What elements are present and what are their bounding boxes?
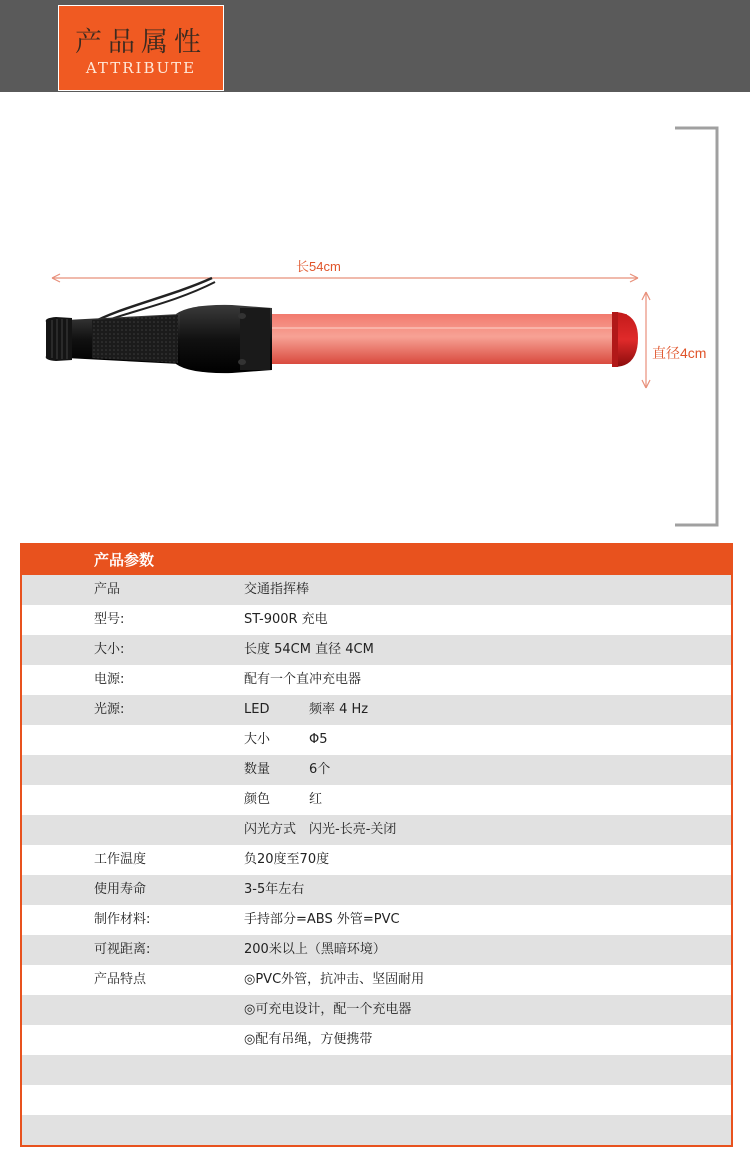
spec-key: 可视距离: (94, 942, 151, 957)
spec-key: 产品 (94, 582, 121, 597)
spec-row (22, 725, 731, 755)
section-title: 产品属性 (75, 27, 207, 58)
spec-row (22, 965, 731, 995)
spec-row (22, 1085, 731, 1115)
spec-value: LED (244, 702, 270, 717)
red-light-tube (262, 314, 627, 364)
spec-value: 长度 54CM 直径 4CM (244, 642, 374, 657)
spec-key: 光源: (94, 702, 125, 717)
spec-row (22, 845, 731, 875)
spec-key: 电源: (94, 672, 125, 687)
butt-cap (46, 317, 72, 361)
spec-row (22, 815, 731, 845)
spec-value: ◎PVC外管，抗冲击、坚固耐用 (244, 972, 425, 987)
spec-row (22, 1055, 731, 1085)
spec-value: 手持部分=ABS 外管=PVC (244, 912, 400, 927)
spec-value: ◎可充电设计，配一个充电器 (244, 1002, 412, 1017)
spec-row (22, 605, 731, 635)
spec-value: 闪光方式 (244, 822, 297, 837)
spec-value: 交通指挥棒 (244, 582, 310, 597)
spec-row (22, 875, 731, 905)
spec-rows (22, 575, 731, 1145)
spec-row (22, 995, 731, 1025)
length-label: 长54cm (296, 259, 341, 274)
spec-value: 大小 (244, 732, 271, 747)
spec-row (22, 755, 731, 785)
attribute-badge (58, 5, 224, 91)
spec-row (22, 575, 731, 605)
spec-value: 颜色 (244, 792, 271, 807)
spec-value-secondary: 红 (309, 792, 323, 807)
spec-table-header: 产品参数 (22, 545, 731, 575)
spec-row (22, 695, 731, 725)
spec-value: 负20度至70度 (244, 852, 330, 867)
diameter-label: 直径4cm (652, 345, 707, 361)
spec-key: 工作温度 (94, 852, 147, 867)
spec-row (22, 1025, 731, 1055)
spec-key: 型号: (94, 612, 125, 627)
spec-value: 200米以上（黑暗环境） (244, 942, 386, 957)
spec-value-secondary: 闪光-长亮-关闭 (309, 822, 397, 837)
spec-value: ◎配有吊绳，方便携带 (244, 1032, 373, 1047)
spec-value-secondary: 频率 4 Hz (309, 702, 369, 717)
spec-row (22, 665, 731, 695)
spec-value: ST-900R 充电 (244, 612, 328, 627)
spec-value: 3-5年左右 (244, 882, 305, 897)
spec-row (22, 635, 731, 665)
spec-key: 制作材料: (94, 912, 151, 927)
spec-key: 大小: (94, 642, 125, 657)
spec-value: 配有一个直冲充电器 (244, 672, 362, 687)
spec-value: 数量 (244, 762, 271, 777)
section-subtitle: ATTRIBUTE (85, 59, 197, 77)
height-bracket (675, 128, 717, 525)
product-illustration (0, 92, 750, 532)
spec-row (22, 1115, 731, 1145)
spec-row (22, 785, 731, 815)
traffic-baton-image (0, 92, 750, 532)
spec-row (22, 905, 731, 935)
spec-value-secondary: Φ5 (309, 732, 328, 747)
spec-key: 使用寿命 (94, 882, 147, 897)
spec-value-secondary: 6个 (309, 762, 331, 777)
spec-key: 产品特点 (94, 972, 147, 987)
spec-row (22, 935, 731, 965)
section-header-bar (0, 0, 750, 92)
spec-table (20, 543, 733, 1147)
